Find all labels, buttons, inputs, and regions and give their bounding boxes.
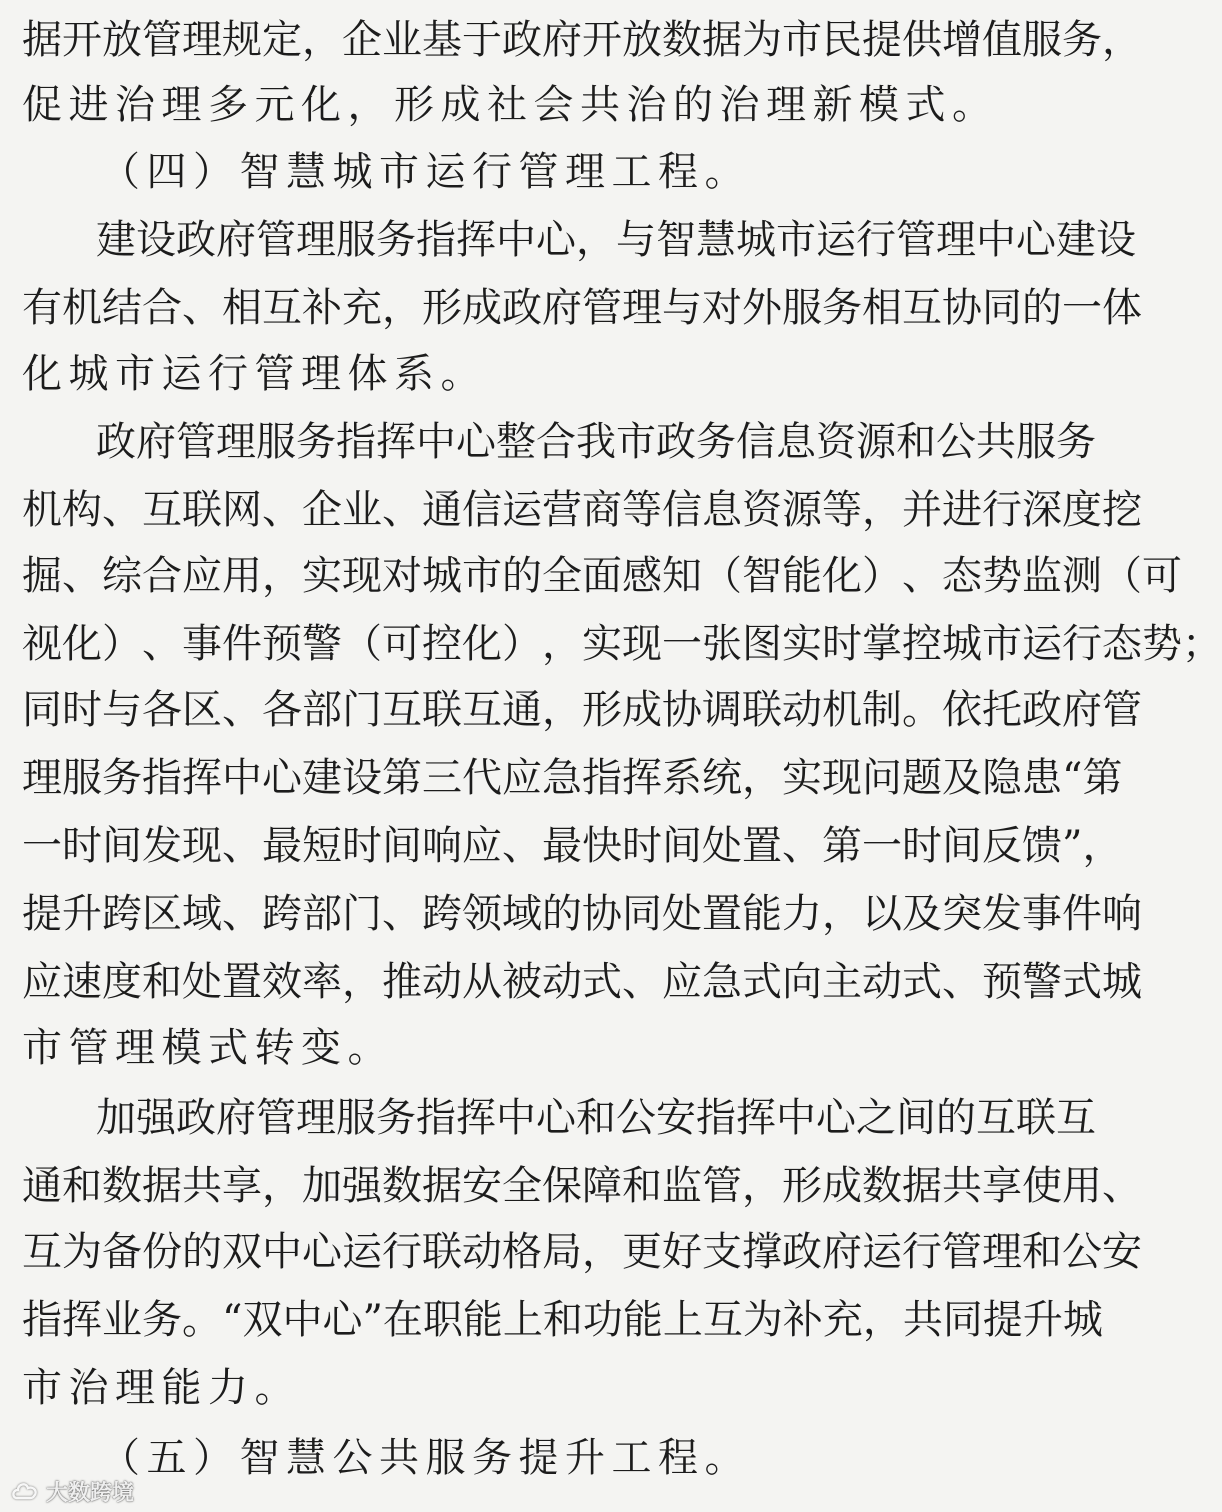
text-line: 理 服 务 指 挥 中 心 建 设 第 三 代 应 急 指 挥 系 统 ， 实 现 问 题 及 隐 患 “ 第 [22,755,1123,801]
text-line: 互 为 备 份 的 双 中 心 运 行 联 动 格 局 ， 更 好 支 撑 政 府 运 行 管 理 和 公 安 [22,1229,1142,1275]
watermark [10,1474,134,1508]
text-line: 同 时 与 各 区 、 各 部 门 互 联 互 通 ， 形 成 协 调 联 动 机 制 。 依 托 政 府 管 [22,687,1142,733]
text-line: 应 速 度 和 处 置 效 率 ， 推 动 从 被 动 式 、 应 急 式 向 主 动 式 、 预 警 式 城 [22,959,1142,1005]
text-line: 促 进 治 理 多 元 化 ， 形 成 社 会 共 治 的 治 理 新 模 式 。 [22,82,992,128]
text-line: 掘 、 综 合 应 用 ， 实 现 对 城 市 的 全 面 感 知 （ 智 能 化 ） 、 态 势 监 测 （ 可 [22,553,1182,599]
text-line: 据 开 放 管 理 规 定 ， 企 业 基 于 政 府 开 放 数 据 为 市 民 提 供 增 值 服 务 ， [22,17,1142,63]
text-line: 机 构 、 互 联 网 、 企 业 、 通 信 运 营 商 等 信 息 资 源 等 ， 并 进 行 深 度 挖 [22,487,1142,533]
text-line: 化 城 市 运 行 管 理 体 系 。 [22,351,481,397]
text-line: 一 时 间 发 现 、 最 短 时 间 响 应 、 最 快 时 间 处 置 、 第 一 时 间 反 馈 ” ， [22,823,1123,869]
cloud-logo-icon [10,1478,40,1504]
paragraph-first-line: 政 府 管 理 服 务 指 挥 中 心 整 合 我 市 政 务 信 息 资 源 和 公 共 服 务 [96,419,1096,465]
paragraph-first-line: 加 强 政 府 管 理 服 务 指 挥 中 心 和 公 安 指 挥 中 心 之 间 的 互 联 互 [96,1095,1096,1141]
paragraph-first-line: 建 设 政 府 管 理 服 务 指 挥 中 心 ， 与 智 慧 城 市 运 行 管 理 中 心 建 设 [96,217,1136,263]
watermark-text: 大数跨境 [46,1480,135,1506]
text-line: 有 机 结 合 、 相 互 补 充 ， 形 成 政 府 管 理 与 对 外 服 务 相 互 协 同 的 一 体 [22,285,1142,331]
section-heading: （ 四 ） 智 慧 城 市 运 行 管 理 工 程 。 [100,149,745,195]
text-line: 市 治 理 能 力 。 [22,1365,295,1411]
text-line: 通 和 数 据 共 享 ， 加 强 数 据 安 全 保 障 和 监 管 ， 形 成 数 据 共 享 使 用 、 [22,1163,1142,1209]
text-line: 市 管 理 模 式 转 变 。 [22,1025,388,1071]
text-line: 视 化 ） 、 事 件 预 警 （ 可 控 化 ） ， 实 现 一 张 图 实 时 掌 控 城 市 运 行 态 势 ； [22,621,1222,667]
text-line: 提 升 跨 区 域 、 跨 部 门 、 跨 领 域 的 协 同 处 置 能 力 ， 以 及 突 发 事 件 响 [22,891,1142,937]
section-heading: （ 五 ） 智 慧 公 共 服 务 提 升 工 程 。 [100,1435,745,1481]
text-line: 指 挥 业 务 。 “ 双 中 心 ” 在 职 能 上 和 功 能 上 互 为 补 充 ， 共 同 提 升 城 [22,1297,1103,1343]
